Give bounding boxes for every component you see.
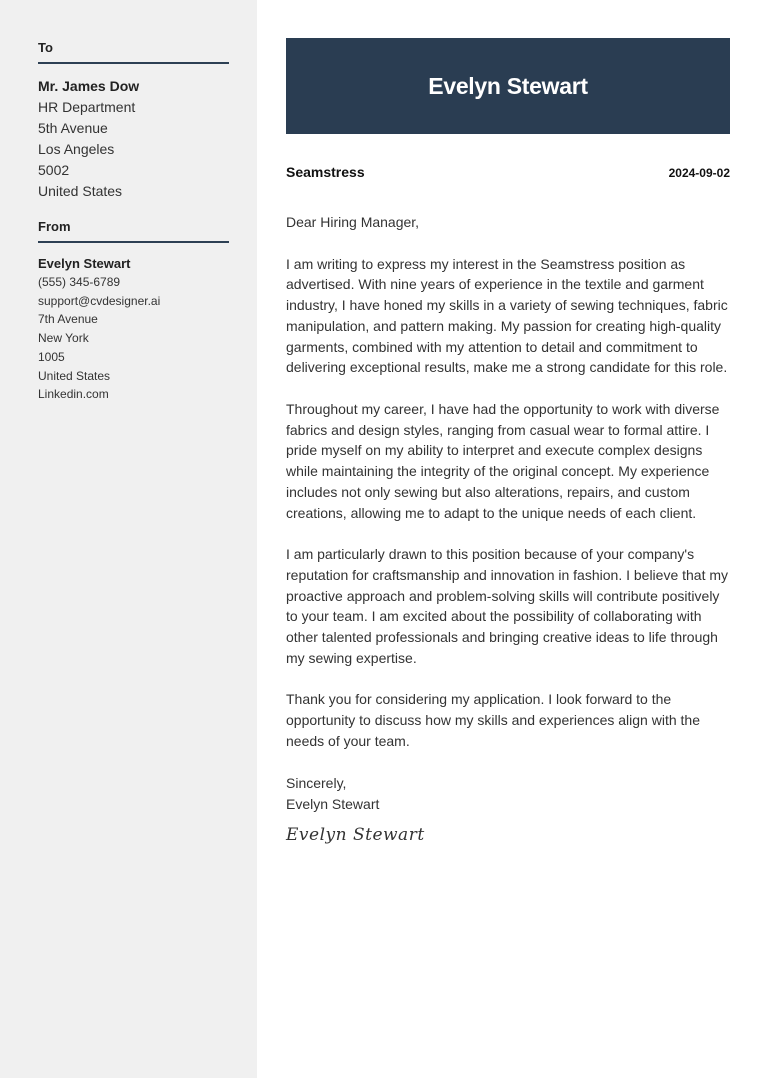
signer-name: Evelyn Stewart: [286, 795, 380, 812]
closing: Sincerely,: [286, 774, 347, 791]
paragraph-motivation: I am particularly drawn to this position because of your company's reputation for craftsmanship and innovation in fashion. I believe that my proactive approach and problem-solving skills will contribute positively to your team. I am excited about the possibility of collaborating with other talented professionals and bringing creative ideas to life through my sewing expertise.: [286, 546, 729, 667]
paragraph-experience: Throughout my career, I have had the opportunity to work with diverse fabrics and design styles, ranging from casual wear to formal attire. I pride myself on my ability to interpret and execute complex designs while maintaining the integrity of the original concept. My experience includes not only sewing but also alterations, repairs, and custom creations, allowing me to adapt to the unique needs of each client.: [286, 400, 720, 521]
from-heading: From: [38, 219, 229, 243]
recipient-city: Los Angeles: [38, 141, 115, 157]
sender-country: United States: [38, 368, 111, 383]
letter-body: [286, 212, 730, 845]
letter-meta: [286, 164, 730, 180]
paragraph-thanks: Thank you for considering my application. I look forward to the opportunity to discuss how my skills and experiences align with the needs of your team.: [286, 691, 700, 749]
applicant-name: Evelyn Stewart: [428, 72, 588, 99]
letter-date: 2024-09-02: [668, 166, 730, 180]
header-banner: [286, 38, 730, 134]
recipient-name: Mr. James Dow: [38, 78, 140, 94]
sender-linkedin: Linkedin.com: [38, 387, 109, 402]
sidebar: [0, 0, 257, 1078]
sender-email: support@cvdesigner.ai: [38, 293, 161, 308]
recipient-department: HR Department: [38, 99, 136, 115]
sender-street: 7th Avenue: [38, 312, 98, 327]
recipient-section: [38, 40, 229, 202]
salutation: Dear Hiring Manager,: [286, 214, 420, 230]
job-title: Seamstress: [286, 164, 365, 180]
sender-phone: (555) 345-6789: [38, 275, 121, 289]
sender-name: Evelyn Stewart: [38, 256, 131, 271]
recipient-postal-code: 5002: [38, 162, 70, 178]
paragraph-intro: I am writing to express my interest in the Seamstress position as advertised. With nine years of experience in the textile and garment industry, I have honed my skills in a variety of sewing techniques, fabric manipulation, and pattern making. My passion for creating high-quality garments, combined with my attention to detail and commitment to delivering exceptional results, make me a strong candidate for this role.: [286, 255, 728, 376]
sender-section: [38, 219, 229, 404]
to-heading: To: [38, 40, 229, 64]
signature: Evelyn Stewart: [286, 824, 425, 845]
sender-city: New York: [38, 331, 89, 346]
sender-postal-code: 1005: [38, 349, 65, 364]
recipient-country: United States: [38, 183, 123, 199]
recipient-street: 5th Avenue: [38, 120, 108, 136]
